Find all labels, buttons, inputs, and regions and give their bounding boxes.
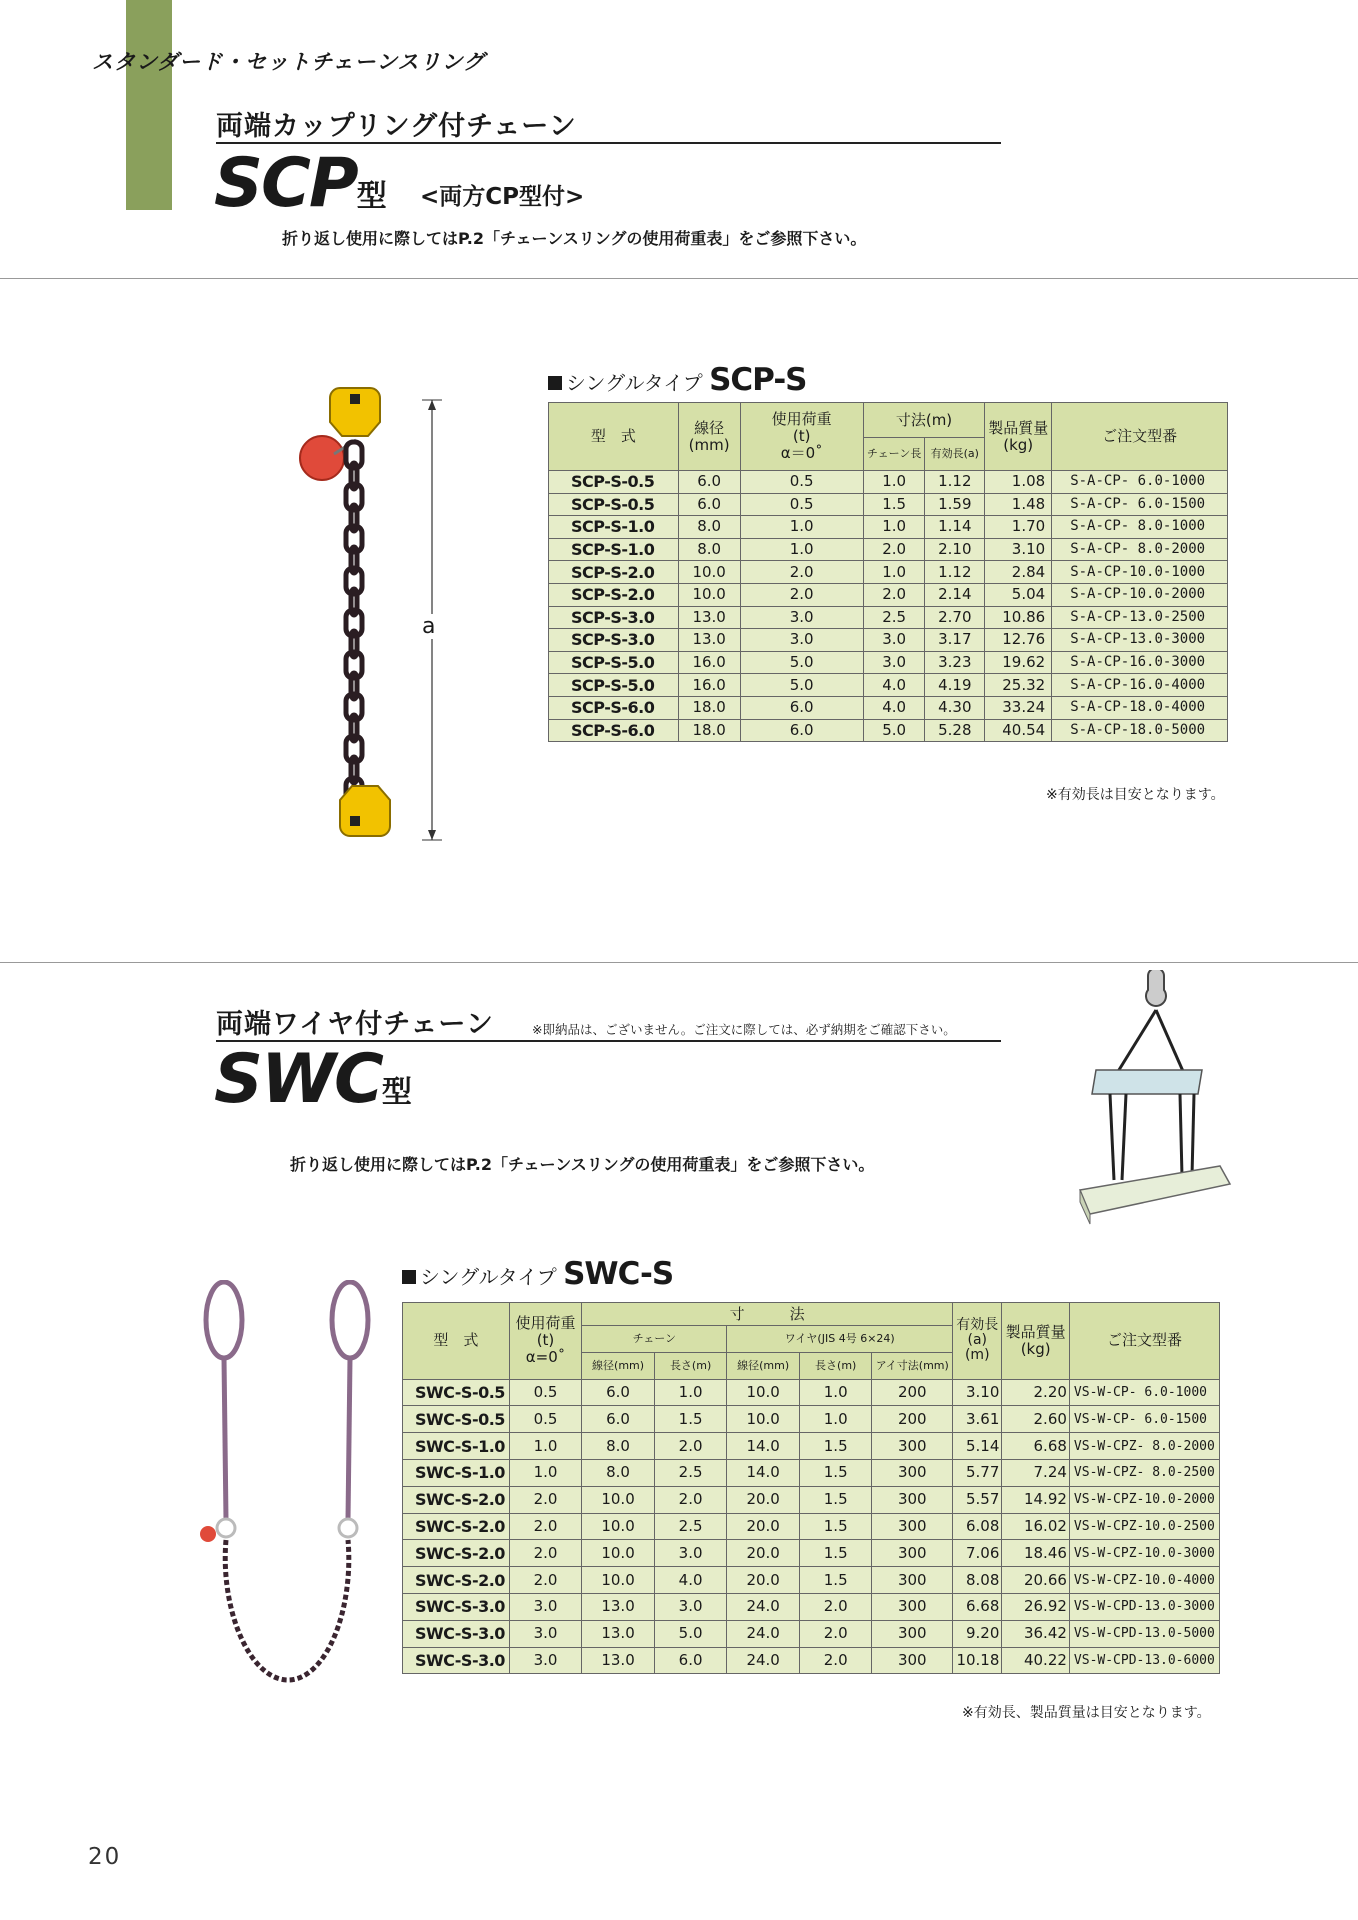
swc-cell-clen: 5.0 <box>654 1620 727 1647</box>
swc-cell-cdia: 10.0 <box>582 1567 655 1594</box>
scp-cell-order: S-A-CP- 6.0-1000 <box>1052 471 1228 494</box>
swc-cell-wdia: 24.0 <box>727 1647 800 1674</box>
swc-cell-mass: 16.02 <box>1002 1513 1070 1540</box>
scp-cell-chain: 4.0 <box>863 674 925 697</box>
swc-cell-model: SWC-S-2.0 <box>403 1513 510 1540</box>
scp-cell-dia: 10.0 <box>678 583 740 606</box>
scp-cell-eff: 3.23 <box>925 651 985 674</box>
scp-cell-dia: 16.0 <box>678 651 740 674</box>
swc-cell-order: VS-W-CPZ- 8.0-2500 <box>1069 1459 1219 1486</box>
swc-cell-wdia: 10.0 <box>727 1379 800 1406</box>
swc-subtitle: 両端ワイヤ付チェーン <box>216 1009 494 1040</box>
scp-h-diameter: 線径 (mm) <box>678 403 740 471</box>
table-row <box>403 1379 1220 1406</box>
scp-cell-mass: 25.32 <box>985 674 1052 697</box>
scp-cell-model: SCP-S-6.0 <box>549 696 679 719</box>
table-row <box>549 629 1228 652</box>
swc-cell-cdia: 8.0 <box>582 1459 655 1486</box>
scp-table-body <box>549 471 1228 742</box>
scp-cell-eff: 5.28 <box>925 719 985 742</box>
swc-cell-load: 2.0 <box>509 1513 582 1540</box>
swc-h-eye: アイ寸法(mm) <box>872 1352 953 1379</box>
swc-cell-model: SWC-S-3.0 <box>403 1593 510 1620</box>
scp-cell-load: 3.0 <box>740 629 863 652</box>
table-row <box>403 1647 1220 1674</box>
swc-cell-model: SWC-S-0.5 <box>403 1406 510 1433</box>
swc-cell-wdia: 20.0 <box>727 1513 800 1540</box>
swc-cell-wlen: 2.0 <box>799 1647 872 1674</box>
scp-cell-eff: 2.14 <box>925 583 985 606</box>
swc-cell-wlen: 1.0 <box>799 1379 872 1406</box>
scp-cell-order: S-A-CP-10.0-2000 <box>1052 583 1228 606</box>
scp-cell-eff: 4.19 <box>925 674 985 697</box>
swc-h-eff: 有効長(a)(m) <box>953 1303 1002 1380</box>
swc-cell-wdia: 14.0 <box>727 1433 800 1460</box>
scp-cell-dia: 16.0 <box>678 674 740 697</box>
swc-h-chain-dia: 線径(mm) <box>582 1352 655 1379</box>
swc-cell-load: 2.0 <box>509 1486 582 1513</box>
scp-cell-mass: 33.24 <box>985 696 1052 719</box>
scp-model-variant: <両方CP型付> <box>420 184 585 210</box>
scp-cell-load: 1.0 <box>740 538 863 561</box>
swc-cell-clen: 2.0 <box>654 1486 727 1513</box>
swc-model-suffix: 型 <box>381 1075 412 1110</box>
scp-cell-dia: 18.0 <box>678 719 740 742</box>
scp-cell-eff: 2.70 <box>925 606 985 629</box>
lifting-beam <box>1092 1070 1202 1094</box>
swc-cell-model: SWC-S-1.0 <box>403 1459 510 1486</box>
swc-table-body <box>403 1379 1220 1674</box>
scp-cell-chain: 1.0 <box>863 471 925 494</box>
swc-cell-cdia: 8.0 <box>582 1433 655 1460</box>
swc-cell-clen: 3.0 <box>654 1540 727 1567</box>
scp-chain-body <box>346 442 362 804</box>
table-row <box>549 493 1228 516</box>
scp-h-dims: 寸法(m) <box>863 403 984 438</box>
swc-cell-order: VS-W-CPZ-10.0-4000 <box>1069 1567 1219 1594</box>
swc-cell-load: 2.0 <box>509 1540 582 1567</box>
scp-cell-eff: 1.59 <box>925 493 985 516</box>
scp-type-prefix: シングルタイプ <box>566 371 703 395</box>
swc-cell-mass: 6.68 <box>1002 1433 1070 1460</box>
swc-cell-mass: 26.92 <box>1002 1593 1070 1620</box>
swc-cell-model: SWC-S-3.0 <box>403 1620 510 1647</box>
swc-cell-eye: 300 <box>872 1647 953 1674</box>
swc-cell-eye: 200 <box>872 1406 953 1433</box>
table-row <box>403 1567 1220 1594</box>
scp-cell-model: SCP-S-3.0 <box>549 629 679 652</box>
swc-cell-clen: 2.5 <box>654 1513 727 1540</box>
scp-cell-model: SCP-S-5.0 <box>549 674 679 697</box>
swc-cell-clen: 1.0 <box>654 1379 727 1406</box>
swc-cell-wdia: 24.0 <box>727 1593 800 1620</box>
swc-cell-cdia: 10.0 <box>582 1513 655 1540</box>
scp-cell-mass: 1.70 <box>985 516 1052 539</box>
scp-cell-order: S-A-CP-16.0-4000 <box>1052 674 1228 697</box>
scp-cell-load: 3.0 <box>740 606 863 629</box>
scp-cell-dia: 13.0 <box>678 629 740 652</box>
swc-cell-cdia: 6.0 <box>582 1379 655 1406</box>
swc-cell-wlen: 1.5 <box>799 1486 872 1513</box>
red-tag <box>200 1526 216 1542</box>
swc-cell-cdia: 13.0 <box>582 1647 655 1674</box>
swc-cell-cdia: 6.0 <box>582 1406 655 1433</box>
scp-cell-chain: 4.0 <box>863 696 925 719</box>
swc-header-row <box>403 1303 1220 1326</box>
scp-cell-order: S-A-CP-16.0-3000 <box>1052 651 1228 674</box>
scp-h-load: 使用荷重 (t) α＝0˚ <box>740 403 863 471</box>
swc-sling-illustration <box>190 1280 380 1700</box>
table-row <box>403 1433 1220 1460</box>
left-wire-eye <box>206 1282 242 1358</box>
swc-cell-eye: 300 <box>872 1433 953 1460</box>
swc-cell-eye: 300 <box>872 1459 953 1486</box>
table-row <box>403 1513 1220 1540</box>
swc-model-title <box>214 1040 412 1119</box>
scp-cell-load: 6.0 <box>740 719 863 742</box>
scp-cell-chain: 2.5 <box>863 606 925 629</box>
scp-cell-chain: 5.0 <box>863 719 925 742</box>
scp-cell-chain: 2.0 <box>863 538 925 561</box>
scp-cell-model: SCP-S-2.0 <box>549 583 679 606</box>
scp-h-model: 型 式 <box>549 403 679 471</box>
scp-cell-dia: 13.0 <box>678 606 740 629</box>
swc-cell-mass: 20.66 <box>1002 1567 1070 1594</box>
swc-h-model: 型 式 <box>403 1303 510 1380</box>
scp-cell-mass: 12.76 <box>985 629 1052 652</box>
table-row <box>549 583 1228 606</box>
swc-type-code: SWC-S <box>563 1256 674 1292</box>
swc-cell-clen: 1.5 <box>654 1406 727 1433</box>
swc-type-title <box>402 1256 673 1292</box>
square-bullet-icon <box>402 1270 416 1284</box>
swc-cell-eye: 300 <box>872 1513 953 1540</box>
scp-cell-eff: 2.10 <box>925 538 985 561</box>
scp-cell-mass: 5.04 <box>985 583 1052 606</box>
swc-h-wire: ワイヤ(JIS 4号 6×24) <box>727 1326 953 1353</box>
scp-model-title <box>214 144 387 223</box>
swc-cell-cdia: 10.0 <box>582 1486 655 1513</box>
scp-footnote: ※有効長は目安となります。 <box>1046 787 1225 803</box>
right-wire <box>348 1358 350 1520</box>
swc-cell-wlen: 1.5 <box>799 1513 872 1540</box>
swc-cell-clen: 2.0 <box>654 1433 727 1460</box>
section-divider-2 <box>0 962 1358 963</box>
swc-cell-clen: 6.0 <box>654 1647 727 1674</box>
scp-h-order: ご注文型番 <box>1052 403 1228 471</box>
swc-cell-clen: 3.0 <box>654 1593 727 1620</box>
scp-cell-load: 5.0 <box>740 651 863 674</box>
table-row <box>549 674 1228 697</box>
scp-cell-model: SCP-S-2.0 <box>549 561 679 584</box>
swc-model-code: SWC <box>214 1040 382 1119</box>
swc-cell-order: VS-W-CPZ-10.0-3000 <box>1069 1540 1219 1567</box>
swc-cell-wlen: 1.0 <box>799 1406 872 1433</box>
scp-usage-note: 折り返し使用に際してはP.2「チェーンスリングの使用荷重表」をご参照下さい。 <box>282 229 867 248</box>
swc-cell-wlen: 1.5 <box>799 1459 872 1486</box>
swc-cell-order: VS-W-CP- 6.0-1500 <box>1069 1406 1219 1433</box>
scp-h-mass: 製品質量 (kg) <box>985 403 1052 471</box>
swc-cell-load: 1.0 <box>509 1459 582 1486</box>
swc-type-prefix: シングルタイプ <box>420 1265 557 1289</box>
scp-cell-dia: 8.0 <box>678 538 740 561</box>
swc-cell-clen: 2.5 <box>654 1459 727 1486</box>
swc-cell-load: 0.5 <box>509 1406 582 1433</box>
swc-cell-load: 3.0 <box>509 1593 582 1620</box>
scp-cell-order: S-A-CP-13.0-2500 <box>1052 606 1228 629</box>
table-row <box>403 1406 1220 1433</box>
scp-cell-mass: 1.08 <box>985 471 1052 494</box>
swc-cell-wlen: 2.0 <box>799 1593 872 1620</box>
swc-cell-cdia: 13.0 <box>582 1620 655 1647</box>
scp-cell-dia: 18.0 <box>678 696 740 719</box>
scp-cell-mass: 40.54 <box>985 719 1052 742</box>
scp-h-eff-len: 有効長(a) <box>925 438 985 471</box>
swc-cell-wdia: 20.0 <box>727 1540 800 1567</box>
swc-cell-mass: 36.42 <box>1002 1620 1070 1647</box>
swc-cell-eff: 8.08 <box>953 1567 1002 1594</box>
swc-cell-cdia: 10.0 <box>582 1540 655 1567</box>
scp-cell-order: S-A-CP- 8.0-1000 <box>1052 516 1228 539</box>
swc-cell-load: 0.5 <box>509 1379 582 1406</box>
swc-cell-model: SWC-S-2.0 <box>403 1486 510 1513</box>
swc-cell-eye: 300 <box>872 1593 953 1620</box>
swc-cell-eye: 300 <box>872 1486 953 1513</box>
swc-cell-mass: 2.60 <box>1002 1406 1070 1433</box>
scp-type-code: SCP-S <box>709 362 807 398</box>
scp-cell-chain: 1.5 <box>863 493 925 516</box>
lifting-beam-illustration <box>1070 970 1240 1232</box>
bottom-coupling-hook <box>340 786 390 836</box>
swc-cell-load: 1.0 <box>509 1433 582 1460</box>
swc-cell-clen: 4.0 <box>654 1567 727 1594</box>
square-bullet-icon <box>548 376 562 390</box>
swc-cell-eff: 6.68 <box>953 1593 1002 1620</box>
scp-cell-model: SCP-S-3.0 <box>549 606 679 629</box>
scp-cell-eff: 1.12 <box>925 561 985 584</box>
swc-h-mass: 製品質量 (kg) <box>1002 1303 1070 1380</box>
scp-spec-table <box>548 402 1228 742</box>
scp-chain-links <box>300 388 380 480</box>
swc-cell-load: 3.0 <box>509 1647 582 1674</box>
swc-spec-table <box>402 1302 1220 1674</box>
scp-cell-model: SCP-S-1.0 <box>549 538 679 561</box>
scp-cell-load: 1.0 <box>740 516 863 539</box>
scp-cell-chain: 2.0 <box>863 583 925 606</box>
swc-cell-eff: 10.18 <box>953 1647 1002 1674</box>
scp-cell-order: S-A-CP- 8.0-2000 <box>1052 538 1228 561</box>
swc-h-dims: 寸 法 <box>582 1303 953 1326</box>
scp-cell-model: SCP-S-0.5 <box>549 471 679 494</box>
red-tag <box>300 436 344 480</box>
right-wire-eye <box>332 1282 368 1358</box>
swc-cell-order: VS-W-CPZ-10.0-2500 <box>1069 1513 1219 1540</box>
swc-cell-model: SWC-S-2.0 <box>403 1567 510 1594</box>
series-title: スタンダード・セットチェーンスリング <box>92 50 486 74</box>
swc-cell-wdia: 20.0 <box>727 1486 800 1513</box>
scp-cell-dia: 10.0 <box>678 561 740 584</box>
swc-stock-notice: ※即納品は、ございません。ご注文に際しては、必ず納期をご確認下さい。 <box>532 1022 956 1037</box>
scp-cell-dia: 6.0 <box>678 471 740 494</box>
swc-cell-wlen: 1.5 <box>799 1567 872 1594</box>
scp-cell-order: S-A-CP-18.0-5000 <box>1052 719 1228 742</box>
swc-cell-mass: 40.22 <box>1002 1647 1070 1674</box>
table-row <box>549 696 1228 719</box>
swc-h-order: ご注文型番 <box>1069 1303 1219 1380</box>
swc-cell-wlen: 1.5 <box>799 1433 872 1460</box>
swc-cell-eye: 300 <box>872 1540 953 1567</box>
swc-cell-order: VS-W-CPZ-10.0-2000 <box>1069 1486 1219 1513</box>
scp-cell-mass: 10.86 <box>985 606 1052 629</box>
swc-cell-model: SWC-S-1.0 <box>403 1433 510 1460</box>
scp-cell-model: SCP-S-0.5 <box>549 493 679 516</box>
table-row <box>549 516 1228 539</box>
scp-cell-mass: 3.10 <box>985 538 1052 561</box>
swc-cell-load: 3.0 <box>509 1620 582 1647</box>
table-row <box>403 1593 1220 1620</box>
scp-cell-chain: 1.0 <box>863 516 925 539</box>
scp-cell-chain: 3.0 <box>863 629 925 652</box>
table-row <box>549 719 1228 742</box>
swc-cell-eff: 3.61 <box>953 1406 1002 1433</box>
scp-cell-dia: 8.0 <box>678 516 740 539</box>
scp-cell-order: S-A-CP-13.0-3000 <box>1052 629 1228 652</box>
swc-cell-load: 2.0 <box>509 1567 582 1594</box>
scp-header-row <box>549 403 1228 438</box>
table-row <box>549 561 1228 584</box>
swc-cell-wdia: 14.0 <box>727 1459 800 1486</box>
swc-cell-eff: 6.08 <box>953 1513 1002 1540</box>
swc-cell-wdia: 24.0 <box>727 1620 800 1647</box>
scp-cell-model: SCP-S-5.0 <box>549 651 679 674</box>
swc-cell-eff: 5.57 <box>953 1486 1002 1513</box>
table-row <box>549 471 1228 494</box>
swc-cell-mass: 7.24 <box>1002 1459 1070 1486</box>
scp-cell-eff: 3.17 <box>925 629 985 652</box>
scp-type-title <box>548 362 807 398</box>
swc-cell-wdia: 20.0 <box>727 1567 800 1594</box>
scp-cell-order: S-A-CP-18.0-4000 <box>1052 696 1228 719</box>
scp-cell-load: 5.0 <box>740 674 863 697</box>
dimension-label: a <box>422 614 436 639</box>
swc-cell-eye: 200 <box>872 1379 953 1406</box>
swc-cell-eff: 5.14 <box>953 1433 1002 1460</box>
swc-cell-order: VS-W-CPD-13.0-5000 <box>1069 1620 1219 1647</box>
table-row <box>403 1540 1220 1567</box>
scp-cell-load: 2.0 <box>740 561 863 584</box>
swc-cell-mass: 14.92 <box>1002 1486 1070 1513</box>
scp-cell-load: 0.5 <box>740 471 863 494</box>
crane-hook <box>1146 970 1166 1006</box>
table-row <box>549 538 1228 561</box>
chain-loop <box>225 1540 349 1680</box>
accent-bar <box>126 0 172 210</box>
scp-cell-eff: 4.30 <box>925 696 985 719</box>
swc-h-chain: チェーン <box>582 1326 727 1353</box>
section-divider <box>0 278 1358 279</box>
swc-cell-eff: 9.20 <box>953 1620 1002 1647</box>
swc-cell-order: VS-W-CPD-13.0-6000 <box>1069 1647 1219 1674</box>
swc-h-chain-len: 長さ(m) <box>654 1352 727 1379</box>
scp-cell-mass: 19.62 <box>985 651 1052 674</box>
table-row <box>549 606 1228 629</box>
swc-cell-model: SWC-S-0.5 <box>403 1379 510 1406</box>
swc-h-wire-len: 長さ(m) <box>799 1352 872 1379</box>
scp-cell-mass: 1.48 <box>985 493 1052 516</box>
swc-cell-eff: 5.77 <box>953 1459 1002 1486</box>
scp-cell-load: 2.0 <box>740 583 863 606</box>
swc-cell-mass: 18.46 <box>1002 1540 1070 1567</box>
scp-cell-model: SCP-S-1.0 <box>549 516 679 539</box>
table-row <box>549 651 1228 674</box>
scp-cell-load: 0.5 <box>740 493 863 516</box>
swc-cell-model: SWC-S-2.0 <box>403 1540 510 1567</box>
swc-cell-wlen: 2.0 <box>799 1620 872 1647</box>
swc-h-load: 使用荷重 (t) α=0˚ <box>509 1303 582 1380</box>
scp-model-code: SCP <box>214 144 357 223</box>
table-row <box>403 1486 1220 1513</box>
scp-model-suffix: 型 <box>356 179 387 214</box>
swc-cell-eye: 300 <box>872 1620 953 1647</box>
table-row <box>403 1620 1220 1647</box>
swc-usage-note: 折り返し使用に際してはP.2「チェーンスリングの使用荷重表」をご参照下さい。 <box>290 1155 875 1174</box>
scp-cell-eff: 1.12 <box>925 471 985 494</box>
scp-subtitle: 両端カップリング付チェーン <box>216 111 577 142</box>
swc-footnote: ※有効長、製品質量は目安となります。 <box>962 1705 1211 1721</box>
scp-cell-eff: 1.14 <box>925 516 985 539</box>
swc-cell-order: VS-W-CPZ- 8.0-2000 <box>1069 1433 1219 1460</box>
table-row <box>403 1459 1220 1486</box>
scp-cell-dia: 6.0 <box>678 493 740 516</box>
swc-cell-model: SWC-S-3.0 <box>403 1647 510 1674</box>
scp-cell-order: S-A-CP-10.0-1000 <box>1052 561 1228 584</box>
swc-cell-eye: 300 <box>872 1567 953 1594</box>
scp-cell-mass: 2.84 <box>985 561 1052 584</box>
swc-h-wire-dia: 線径(mm) <box>727 1352 800 1379</box>
swc-cell-order: VS-W-CP- 6.0-1000 <box>1069 1379 1219 1406</box>
scp-cell-chain: 1.0 <box>863 561 925 584</box>
swc-cell-eff: 3.10 <box>953 1379 1002 1406</box>
scp-cell-model: SCP-S-6.0 <box>549 719 679 742</box>
swc-cell-wdia: 10.0 <box>727 1406 800 1433</box>
scp-cell-load: 6.0 <box>740 696 863 719</box>
swc-cell-wlen: 1.5 <box>799 1540 872 1567</box>
page-number: 20 <box>88 1844 122 1870</box>
scp-cell-order: S-A-CP- 6.0-1500 <box>1052 493 1228 516</box>
swc-cell-order: VS-W-CPD-13.0-3000 <box>1069 1593 1219 1620</box>
swc-cell-cdia: 13.0 <box>582 1593 655 1620</box>
scp-h-chain-len: チェーン長 <box>863 438 925 471</box>
left-wire <box>224 1358 226 1520</box>
scp-cell-chain: 3.0 <box>863 651 925 674</box>
swc-cell-mass: 2.20 <box>1002 1379 1070 1406</box>
load-bundle <box>1080 1166 1230 1214</box>
swc-cell-eff: 7.06 <box>953 1540 1002 1567</box>
